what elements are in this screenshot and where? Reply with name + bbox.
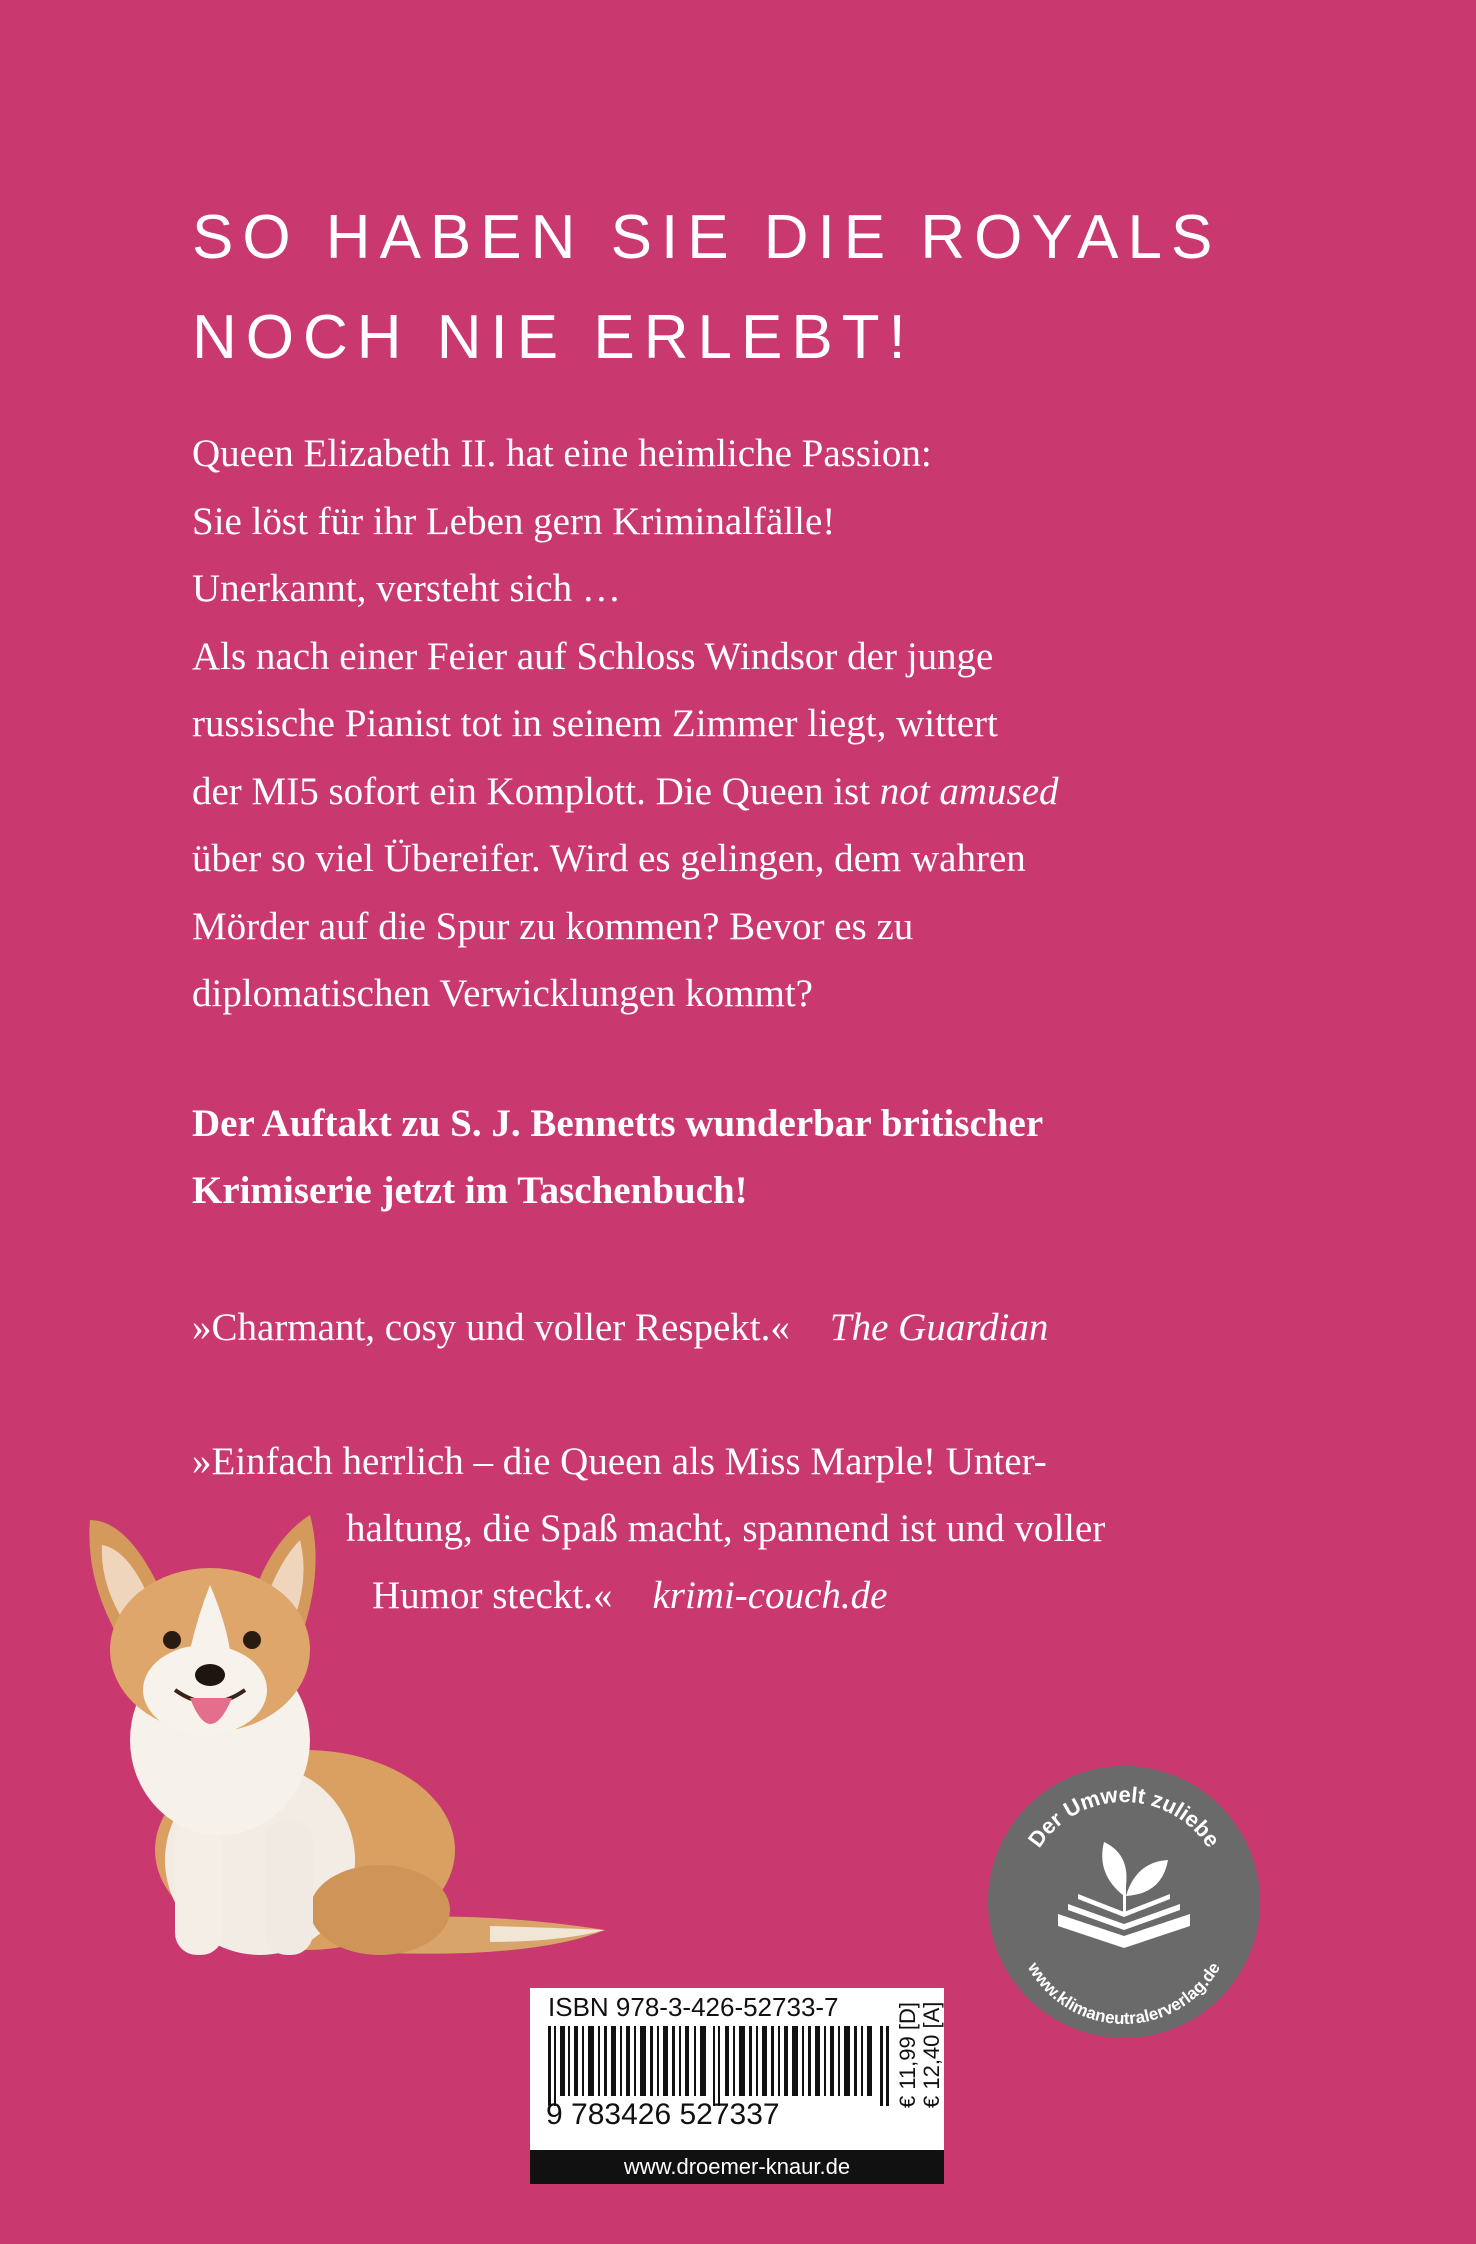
price-austria: € 12,40 [A] [919,2001,944,2108]
review-quote-krimi-line-2: haltung, die Spaß macht, spannend ist und voller [346,1507,1106,1550]
tagline-line-2: Krimiserie jetzt im Taschenbuch! [192,1169,748,1212]
climate-neutral-badge [986,1764,1262,2040]
barcode-digits: 9 783426 527337 [546,2098,780,2131]
review-quote-text: »Charmant, cosy und voller Respekt.« [192,1306,790,1349]
headline-line-1: SO HABEN SIE DIE ROYALS [192,203,1222,272]
publisher-url: www.droemer-knaur.de [530,2150,944,2184]
blurb-line-5: russische Pianist tot in seinem Zimmer liegt, wittert [192,702,998,745]
review-quote-text: Humor steckt.« [372,1574,613,1617]
price-labels [895,2001,1006,2108]
barcode-bars [548,2026,890,2106]
blurb-line-7: über so viel Übereifer. Wird es gelingen, dem wahren [192,837,1026,880]
blurb-italic-phrase: not amused [879,769,1059,813]
blurb [192,420,1342,1028]
badge-bottom-text: www.klimaneutralerverlag.de [1024,1959,1224,2029]
blurb-line-8: Mörder auf die Spur zu kommen? Bevor es zu [192,904,914,948]
review-source: krimi-couch.de [652,1574,888,1617]
blurb-line-6-text: der MI5 sofort ein Komplott. Die Queen ist [192,769,880,813]
blurb-line-9: diplomatischen Verwicklungen kommt? [192,972,813,1015]
tagline [192,1090,1342,1224]
blurb-line-3: Unerkannt, versteht sich … [192,567,621,610]
blurb-line-4: Als nach einer Feier auf Schloss Windsor der junge [192,634,994,678]
barcode-box [530,1988,944,2150]
review-quote-guardian [192,1294,1048,1361]
blurb-line-2: Sie löst für ihr Leben gern Kriminalfälle! [192,499,836,543]
isbn-number: ISBN 978-3-426-52733-7 [548,1992,839,2022]
corgi-illustration [60,1490,620,1960]
price-germany: € 11,99 [D] [895,2002,920,2108]
tagline-line-1: Der Auftakt zu S. J. Bennetts wunderbar britischer [192,1102,1044,1145]
review-quote-krimi-line-1: »Einfach herrlich – die Queen als Miss Marple! Unter- [192,1440,1047,1483]
badge-top-text: Der Umwelt zuliebe [1022,1782,1226,1852]
blurb-line-1: Queen Elizabeth II. hat eine heimliche Passion: [192,432,932,475]
blurb-line-6 [192,758,1342,826]
headline [192,188,1342,388]
review-source: The Guardian [829,1306,1049,1349]
headline-line-2: NOCH NIE ERLEBT! [192,303,915,372]
